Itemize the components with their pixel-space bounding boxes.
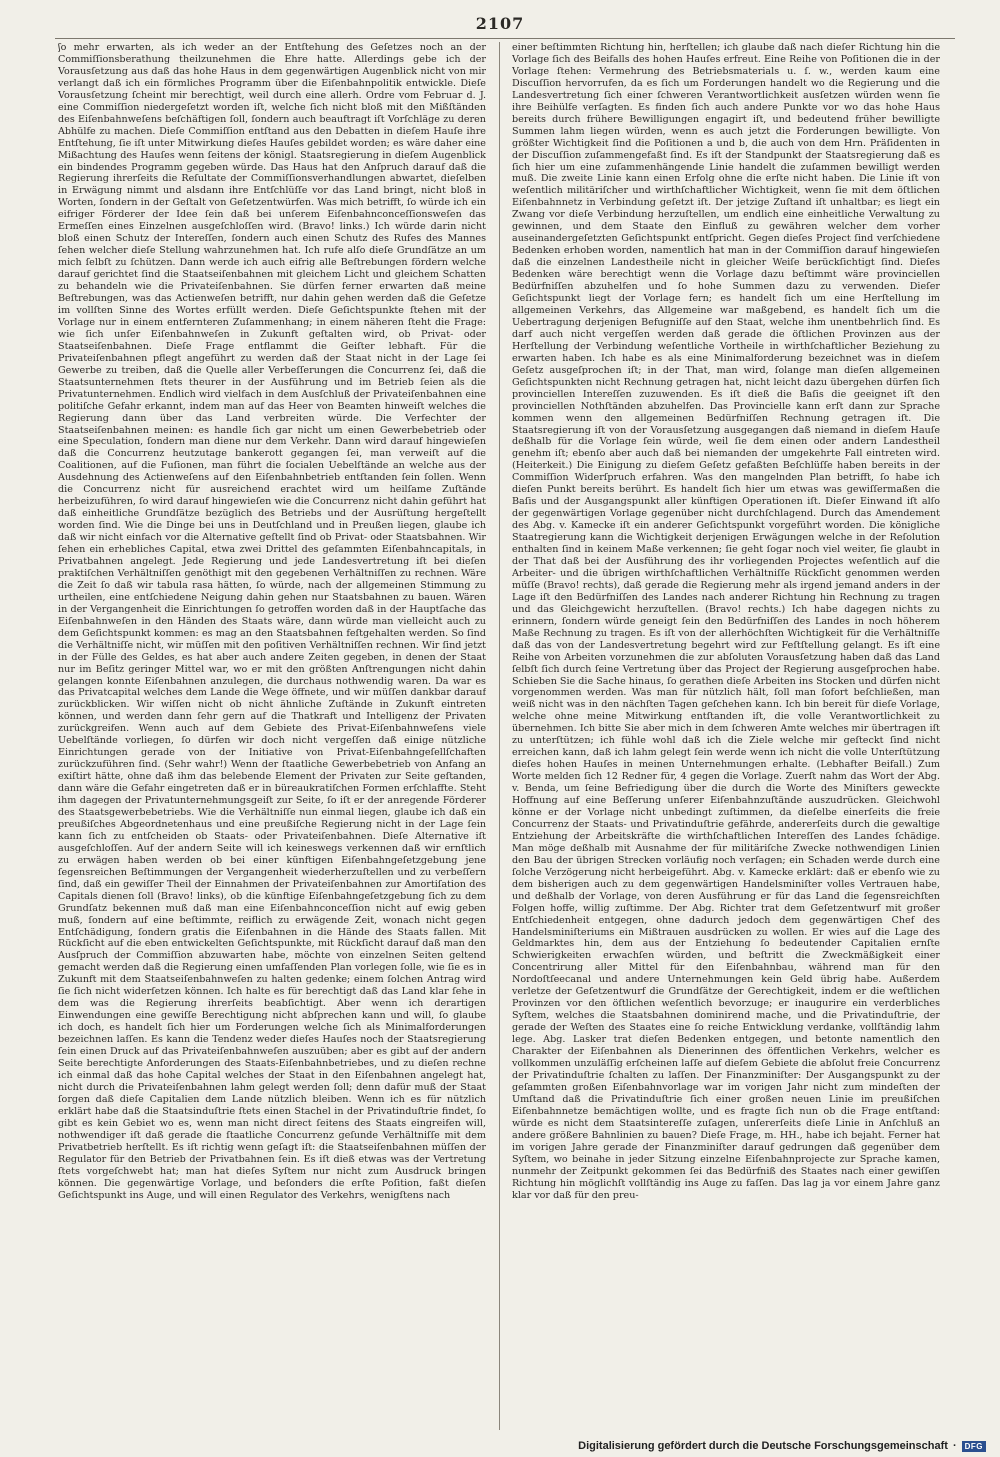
right-column-paragraph: einer beſtimmten Richtung hin, herſtellen; ich glaube daß nach dieſer Richtung hin die Vorlage ſich des Beifalls des hohen Hauſes erfreut. Eine Reihe von Poſitionen die in der Vorlage ſtehen: Vermehrung des Betriebsmaterials u. ſ. w., werden kaum eine Discuſſion hervorrufen, da es ſich um Forderungen handelt wo die Regierung und die Landesvertretung ſich einer ſchweren Verantwortlichkeit ausſetzen würden wenn ſie ihre Beihülfe verſagten. Es finden ſich auch andere Punkte vor wo das hohe Haus bereits durch frühere Bewilligungen engagirt iſt, und bedeutend früher bewilligte Summen lahm liegen würden, wenn es auch jetzt die Forderungen bewilligte. Von größter Wichtigkeit ſind die Poſitionen a und b, die auch von dem Hrn. Präſidenten in der Discuſſion zuſammengefaßt ſind. Es iſt der Standpunkt der Staatsregierung daß es ſich hier um eine zuſammenhängende Linie handelt die zuſammen bewilligt werden muß. Die zweite Linie kann einen Erfolg ohne die erſte nicht haben. Die Linie iſt von weſentlich militäriſcher und wirthſchaftlicher Wichtigkeit, wenn ſie mit dem öſtlichen Eiſenbahnnetz in Verbindung geſetzt iſt. Der jetzige Zuſtand iſt unhaltbar; es liegt ein Zwang vor dieſe Verbindung herzuſtellen, um endlich eine einheitliche Verwaltung zu gewinnen, und dem Staate den Einfluß zu gewähren welcher dem vorher auseinandergeſetzten Geſichtspunkt entſpricht. Gegen dieſes Project ſind verſchiedene Bedenken erhoben worden, namentlich hat man in der Commiſſion darauf hingewieſen daß die einzelnen Landestheile nicht in gleicher Weiſe berückſichtigt ſind. Dieſes Bedenken wäre berechtigt wenn die Vorlage dazu beſtimmt wäre provinciellen Bedürfniſſen abzuhelfen und ſo hohe Summen dazu zu verwenden. Dieſer Geſichtspunkt liegt der Vorlage fern; es handelt ſich um eine Herſtellung im allgemeinen Verkehrs, das Allgemeine war maßgebend, es handelt ſich um die Uebertragung derjenigen Befugniſſe auf den Staat, welche ihm unentbehrlich ſind. Es darf auch nicht vergeſſen werden daß gerade die öſtlichen Provinzen aus der Herſtellung der Verbindung weſentliche Vortheile in wirthſchaftlicher Beziehung zu erwarten haben. Ich habe es als eine Minimalforderung bezeichnet was in dieſem Geſetz ausgeſprochen iſt; in der That, man wird, ſolange man dieſen allgemeinen Geſichtspunkten nicht Rechnung getragen hat, nicht leicht dazu übergehen dürfen ſich provinciellen Intereſſen zuzuwenden. Es iſt dieß die Baſis die geeignet iſt den provinciellen Nothſtänden abzuhelfen. Das Provincielle kann erſt dann zur Sprache kommen wenn den allgemeinen Bedürfniſſen Rechnung getragen iſt. Die Staatsregierung iſt von der Vorausſetzung ausgegangen daß niemand in dieſem Hauſe deßhalb für die Vorlage ſein würde, weil ſie dem einen oder andern Landestheil genehm iſt; ebenſo aber auch daß bei niemanden der umgekehrte Fall eintreten wird. (Heiterkeit.) Die Einigung zu dieſem Geſetz gefaßten Beſchlüſſe haben bereits in der Commiſſion Widerſpruch erfahren. Was den mangelnden Plan betrifft, ſo habe ich dieſen Punkt bereits berührt. Es handelt ſich hier um etwas was gewiſſermaßen die Baſis und der Ausgangspunkt aller künftigen Operationen iſt. Dieſer Einwand iſt alſo der gegenwärtigen Vorlage gegenüber nicht durchſchlagend. Durch das Amendement des Abg. v. Kamecke iſt ein anderer Geſichtspunkt vorgeführt worden. Die königliche Staatregierung kann die Wichtigkeit derjenigen Erwägungen welche in der Reſolution enthalten ſind in keinem Maße verkennen; ſie geht ſogar noch viel weiter, ſie glaubt in der That daß bei der Ausführung des ihr vorliegenden Projectes weſentlich auf die Arbeiter- und die übrigen wirthſchaftlichen Verhältniſſe Rückſicht genommen werden müſſe (Bravo! rechts), daß gerade die Regierung mehr als irgend jemand anders in der Lage iſt den Bedürfniſſen des Landes nach anderer Richtung hin Rechnung zu tragen und das Gleichgewicht herzuſtellen. (Bravo! rechts.) Ich habe dagegen nichts zu erinnern, ſondern würde geneigt ſein den Bedürfniſſen des Landes in noch höherem Maße Rechnung zu tragen. Es iſt von der allerhöchſten Wichtigkeit für die Verhältniſſe daß das von der Landesvertretung begehrt wird zur Feſtſtellung gelangt. Es iſt eine Reihe von Arbeiten vorzunehmen die zur abſoluten Vorausſetzung haben daß das Land ſelbſt ſich durch ſeine Vertretung über das Project der Regierung ausgeſprochen habe. Schieben Sie die Sache hinaus, ſo gerathen dieſe Arbeiten ins Stocken und dürfen nicht vorgenommen werden. Was man für nützlich hält, ſoll man ſofort beſchließen, man weiß nicht was in den nächſten Tagen geſchehen kann. Ich bin bereit für dieſe Vorlage, welche ohne meine Mitwirkung entſtanden iſt, die volle Verantwortlichkeit zu übernehmen. Ich bitte Sie aber mich in dem ſchweren Amte welches mir übertragen iſt zu unterſtützen; ich fühle wohl daß ich die Ziele welche mir geſteckt ſind nicht erreichen kann, daß ich lahm gelegt ſein werde wenn ich nicht die volle Unterſtützung dieſes hohen Hauſes in meinen Unternehmungen erhalte. (Lebhafter Beifall.) Zum Worte melden ſich 12 Redner für, 4 gegen die Vorlage. Zuerſt nahm das Wort der Abg. v. Benda, um ſeine Befriedigung über die durch die Worte des Miniſters geweckte Hoffnung auf eine Beſſerung unſerer Eiſenbahnzuſtände auszudrücken. Gleichwohl könne er der Vorlage nicht unbedingt zuſtimmen, da dieſelbe einerſeits die freie Concurrenz der Staats- und Privatinduſtrie gefährde, andererſeits durch die gewaltige Entziehung der Arbeitskräfte die wirthſchaftlichen Intereſſen des Landes ſchädige. Man möge deßhalb mit Ausnahme der für militäriſche Zwecke nothwendigen Linien den Bau der übrigen Strecken vorläufig noch verſagen; ein Schaden werde durch eine ſolche Verzögerung nicht herbeigeführt. Abg. v. Kamecke erklärt: daß er ebenſo wie zu dem bisherigen auch zu dem gegenwärtigen Handelsminiſter volles Vertrauen habe, und deßhalb der Vorlage, von deren Ausführung er für das Land die ſegensreichſten Folgen hoffe, willig zuſtimme. Der Abg. Richter trat dem Geſetzentwurf mit großer Entſchiedenheit entgegen, ohne dadurch jedoch dem gegenwärtigen Chef des Handelsminiſteriums ein Mißtrauen ausdrücken zu wollen. Er wies auf die Lage des Geldmarktes hin, dem aus der Entziehung ſo bedeutender Capitalien ernſte Schwierigkeiten erwachſen würden, und beſtritt die Zweckmäßigkeit einer Concentrirung aller Mittel für den Eiſenbahnbau, während man für den Nordoſtſeecanal und andere Unternehmungen kein Geld übrig habe. Außerdem verletze der Geſetzentwurf die Grundſätze der Gerechtigkeit, indem er die weſtlichen Provinzen vor den öſtlichen weſentlich bevorzuge; er inaugurire ein verderbliches Syſtem, welches die Staatsbahnen dominirend mache, und die Privatinduſtrie, der gerade der Weſten des Staates eine ſo reiche Entwicklung verdanke, vollſtändig lahm lege. Abg. Lasker trat dieſen Bedenken entgegen, und betonte namentlich den Charakter der Eiſenbahnen als Dienerinnen des öffentlichen Verkehrs, welcher es vollkommen unzuläſſig erſcheinen laſſe auf dieſem Gebiete die abſolut freie Concurrenz der Privatinduſtrie ſchalten zu laſſen. Der Finanzminiſter: Der Ausgangspunkt zu der geſammten großen Eiſenbahnvorlage war im vorigen Jahr nicht zum mindeſten der Umſtand daß die Privatinduſtrie ſich einer großen neuen Linie im preußiſchen Eiſenbahnnetze bemächtigen wollte, und es fragte ſich nun ob die Frage entſtand: würde es nicht dem Staatsintereſſe zuſagen, unſererſeits dieſe Linie in Anſchluß an andere größere Bahnlinien zu bauen? Dieſe Frage, m. HH., habe ich bejaht. Ferner hat im vorigen Jahre gerade der Finanzminiſter darauf gedrungen daß gegenüber dem Syſtem, wo beinahe in jeder Sitzung einzelne Eiſenbahnprojecte zur Sprache kamen, nunmehr der Zeitpunkt gekommen ſei das Bedürfniß des Staates nach einer gewiſſen Richtung hin möglichſt vollſtändig ins Auge zu faſſen. Das lag ja vor einem Jahre ganz klar vor daß für den preu-: [512, 42, 940, 1201]
dfg-logo-icon: DFG: [962, 1441, 986, 1452]
digitization-footer: [578, 1440, 986, 1452]
footer-credit-text: Digitalisierung gefördert durch die Deutsche Forschungsgemeinschaft: [578, 1440, 948, 1452]
column-divider: [499, 42, 500, 1430]
right-text-column: [512, 42, 940, 1430]
header-rule: [55, 38, 955, 39]
footer-separator: ·: [952, 1440, 957, 1452]
left-column-paragraph: ʃo mehr erwarten, als ich weder an der Entſtehung des Geſetzes noch an der Commiſſionsberathung theilzunehmen die Ehre hatte. Allerdings gebe ich der Vorausſetzung aus daß das hohe Haus in dem gegenwärtigen Augenblick nicht von mir verlangt daß ich ein förmliches Programm über die Eiſenbahnpolitik entwickle. Dieſe Vorausſetzung ſcheint mir berechtigt, weil durch eine allerh. Ordre vom Februar d. J. eine Commiſſion niedergeſetzt worden iſt, welche ſich nicht bloß mit den Mißſtänden des Eiſenbahnweſens beſchäftigen ſoll, ſondern auch beauftragt iſt Vorſchläge zu deren Abhülfe zu machen. Dieſe Commiſſion entſtand aus den Debatten in dieſem Hauſe ihre Entſtehung, ſie iſt unter Mitwirkung dieſes Hauſes gebildet worden; es wäre daher eine Mißachtung des Hauſes wenn ſeitens der königl. Staatsregierung in dieſem Augenblick ein bindendes Programm gegeben würde. Das Haus hat den Anſpruch darauf daß die Regierung ihrerſeits die Reſultate der Commiſſionsverhandlungen abwartet, dieſelben in Erwägung nimmt und alsdann ihre Entſchlüſſe vor das Land bringt, nicht bloß in Worten, ſondern in der Geſtalt von Geſetzentwürfen. Was mich betrifft, ſo würde ich ein eifriger Förderer der Idee ſein daß bei unſerem Eiſenbahnconceſſionsweſen das Ermeſſen eines Einzelnen ausgeſchloſſen wird. (Bravo! links.) Ich würde darin nicht bloß einen Schutz der Intereſſen, ſondern auch einen Schutz des Rufes des Mannes ſehen welcher dieſe Stellung wahrzunehmen hat. Ich rufe alſo dieſe Grundſätze an um mich ſelbſt zu ſchützen. Dann werde ich auch eifrig alle Beſtrebungen fördern welche darauf gerichtet ſind die Staatseiſenbahnen mit gleichem Licht und gleichem Schatten zu behandeln wie die Privateiſenbahnen. Sie dürfen ferner erwarten daß meine Beſtrebungen, was das Actienweſen betrifft, nur dahin gehen werden daß die Geſetze im vollſten Sinne des Wortes erfüllt werden. Dieſe Geſichtspunkte ſtehen mit der Vorlage nur in einem entfernteren Zuſammenhang; in einem näheren ſteht die Frage: wie ſich unſer Eiſenbahnweſen in Zukunft geſtalten wird, ob Privat- oder Staatseiſenbahnen. Dieſe Frage entflammt die Geiſter lebhaft. Für die Privateiſenbahnen pflegt angeführt zu werden daß der Staat nicht in der Lage ſei Gewerbe zu treiben, daß die Quelle aller Verbeſſerungen die Concurrenz ſei, daß die Staatsunternehmen ſtets theurer in der Ausführung und im Betrieb ſeien als die Privatunternehmen. Endlich wird vielfach in dem Ausſchluß der Privateiſenbahnen eine politiſche Gefahr erkannt, indem man auf das Heer von Beamten hinweiſt welches die Regierung dann über das Land verbreiten würde. Die Verfechter der Staatseiſenbahnen meinen: es handle ſich gar nicht um einen Gewerbebetrieb oder eine Speculation, ſondern man diene nur dem Verkehr. Dann wird darauf hingewieſen daß die Concurrenz heutzutage bankerott gegangen ſei, man verweiſt auf die Coalitionen, auf die Fuſionen, man führt die ſocialen Uebelſtände an welche aus der Ausdehnung des Actienweſens auf den Eiſenbahnbetrieb entſtanden ſein ſollen. Wenn die Concurrenz nicht für ausreichend erachtet wird um heilſame Zuſtände herbeizuführen, ſo wird darauf hingewieſen wie die Concurrenz nicht dahin geführt hat daß einheitliche Grundſätze bezüglich des Betriebs und der Ausrüſtung hergeſtellt worden ſind. Wie die Dinge bei uns in Deutſchland und in Preußen liegen, glaube ich daß wir nicht einfach vor die Alternative geſtellt ſind ob Privat- oder Staatsbahnen. Wir ſehen ein erhebliches Capital, etwa zwei Drittel des geſammten Eiſenbahncapitals, in Privatbahnen angelegt. Jede Regierung und jede Landesvertretung iſt bei dieſen praktiſchen Verhältniſſen genöthigt mit den gegebenen Verhältniſſen zu rechnen. Wäre die Zeit ſo daß wir tabula rasa hätten, ſo würde, nach der allgemeinen Stimmung zu urtheilen, eine entſchiedene Neigung dahin gehen nur Staatsbahnen zu bauen. Wären in der Vergangenheit die Einrichtungen ſo getroffen worden daß in der Hauptſache das Eiſenbahnweſen in den Händen des Staats wäre, dann würde man vielleicht auch zu dem Geſichtspunkt kommen: es mag an den Staatsbahnen feſtgehalten werden. So ſind die Verhältniſſe nicht, wir müſſen mit den poſitiven Verhältniſſen rechnen. Wir ſind jetzt in der Fülle des Geldes, es hat aber auch andere Zeiten gegeben, in denen der Staat nur im Beſitz geringer Mittel war, wo er mit den größten Anſtrengungen nicht dahin gelangen konnte Eiſenbahnen anzulegen, die durchaus nothwendig waren. Da war es das Privatcapital welches dem Lande die Wege öffnete, und wir müſſen dankbar darauf zurückblicken. Wir wiſſen nicht ob nicht ähnliche Zuſtände in Zukunft eintreten können, und werden dann ſehr gern auf die Thatkraft und Intelligenz der Privaten zurückgreifen. Wenn auch auf dem Gebiete des Privat-Eiſenbahnweſens viele Uebelſtände vorliegen, ſo dürfen wir doch nicht vergeſſen daß einige nützliche Einrichtungen gerade von der Initiative von Privat-Eiſenbahngeſellſchaften zurückzuführen ſind. (Sehr wahr!) Wenn der ſtaatliche Gewerbebetrieb von Anfang an exiſtirt hätte, ohne daß ihm das belebende Element der Privaten zur Seite geſtanden, dann wäre die Gefahr eingetreten daß er in büreaukratiſchen Formen erſchlaffte. Steht ihm dagegen der Privatunternehmungsgeiſt zur Seite, ſo iſt er der anregende Förderer des Staatsgewerbebetriebs. Wie die Verhältniſſe nun einmal liegen, glaube ich daß ein preußiſches Abgeordnetenhaus und eine preußiſche Regierung nicht in der Lage ſein kann ſich zu entſcheiden ob Staats- oder Privateiſenbahnen. Dieſe Alternative iſt ausgeſchloſſen. Auf der andern Seite will ich keineswegs verkennen daß wir ernſtlich zu erwägen haben werden ob bei einer künftigen Eiſenbahngeſetzgebung jene ſegensreichen Beſtimmungen der Vergangenheit wiederherzuſtellen und zu verbeſſern ſind, daß ein gewiſſer Theil der Einnahmen der Privateiſenbahnen zur Amortiſation des Capitals dienen ſoll (Bravo! links), ob die künftige Eiſenbahngeſetzgebung ſich zu dem Grundſatz bekennen muß daß man eine Eiſenbahnconceſſion nicht auf ewig geben muß, ſondern auf eine beſtimmte, reiflich zu erwägende Zeit, wonach nicht gegen Entſchädigung, ſondern gratis die Eiſenbahnen in die Hände des Staats fallen. Mit Rückſicht auf die eben entwickelten Geſichtspunkte, mit Rückſicht darauf daß man den Ausſpruch der Commiſſion abzuwarten habe, möchte von einzelnen Seiten geltend gemacht werden daß die Regierung einen umfaſſenden Plan vorlegen ſolle, wie ſie es in Zukunft mit dem Staatseiſenbahnweſen zu halten gedenke; einem ſolchen Antrag wird ſie ſich nicht widerſetzen können. Ich halte es für berechtigt daß das Land klar ſehe in dem was die Regierung ihrerſeits beabſichtigt. Aber wenn ich derartigen Einwendungen eine gewiſſe Berechtigung nicht abſprechen kann und will, ſo glaube ich doch, es handelt ſich hier um Forderungen welche ſich als Minimalforderungen bezeichnen laſſen. Es kann die Tendenz weder dieſes Hauſes noch der Staatsregierung ſein einen Druck auf das Privateiſenbahnweſen auszuüben; aber es gibt auf der andern Seite berechtigte Anforderungen des Staats-Eiſenbahnbetriebes, und zu dieſen rechne ich einmal daß das hohe Capital welches der Staat in den Eiſenbahnen angelegt hat, nicht durch die Privateiſenbahnen lahm gelegt werden ſoll; denn dafür muß der Staat ſorgen daß dieſe Capitalien dem Lande nützlich bleiben. Wenn ich es für nützlich erklärt habe daß die Staatsinduſtrie ſtets einen Stachel in der Privatinduſtrie findet, ſo gibt es kein Gebiet wo es, wenn man nicht direct ſeitens des Staats eingreifen will, nothwendiger iſt daß gerade die ſtaatliche Concurrenz geſunde Verhältniſſe mit dem Privatbetrieb herſtellt. Es iſt richtig wenn geſagt iſt: die Staatseiſenbahnen müſſen der Regulator für den Betrieb der Privatbahnen ſein. Es iſt dieß etwas was der Vertretung ſtets vorgeſchwebt hat; man hat dieſes Syſtem nur nicht zum Ausdruck bringen können. Die gegenwärtige Vorlage, und beſonders die erſte Poſition, faßt dieſen Geſichtspunkt ins Auge, und will einen Regulator des Verkehrs, wenigſtens nach: [58, 42, 486, 1201]
left-text-column: [58, 42, 486, 1430]
page-number: 2107: [475, 14, 525, 33]
